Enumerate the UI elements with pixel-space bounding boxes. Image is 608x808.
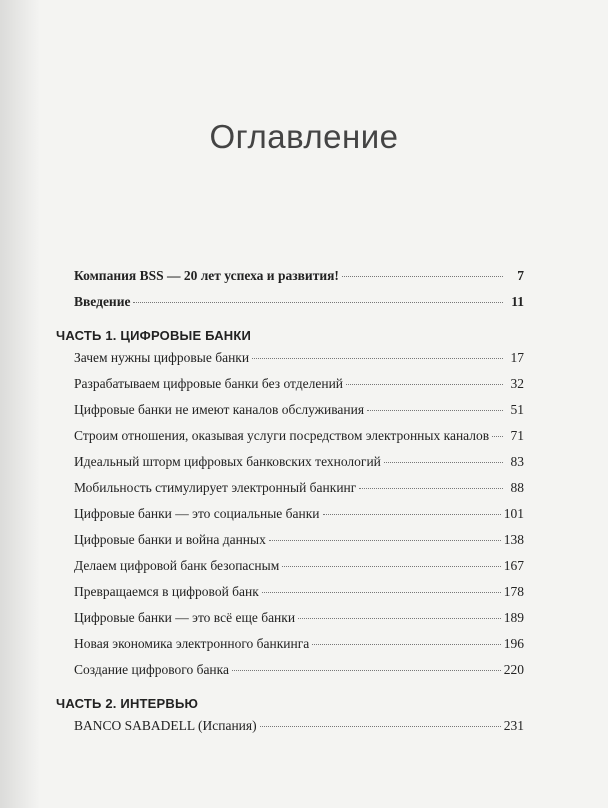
dot-leader bbox=[323, 514, 501, 515]
toc-page-number: 83 bbox=[510, 454, 524, 469]
toc-entry[interactable] bbox=[56, 584, 524, 610]
toc-entry[interactable] bbox=[56, 402, 524, 428]
dot-leader bbox=[133, 302, 503, 303]
toc-page-number: 220 bbox=[503, 662, 524, 677]
part-heading-1: ЧАСТЬ 1. ЦИФРОВЫЕ БАНКИ bbox=[56, 327, 252, 343]
toc-entry[interactable] bbox=[56, 428, 524, 454]
toc-entry-label: Компания BSS — 20 лет успеха и развития! bbox=[74, 268, 339, 283]
toc-entry-label: Цифровые банки — это всё еще банки bbox=[74, 610, 296, 625]
toc-entry-label: Цифровые банки не имеют каналов обслуживания bbox=[74, 402, 365, 417]
toc-page-number: 189 bbox=[503, 610, 524, 625]
toc-page-number: 178 bbox=[503, 584, 524, 599]
toc-entry[interactable] bbox=[56, 376, 524, 402]
part-heading-2: ЧАСТЬ 2. ИНТЕРВЬЮ bbox=[56, 695, 199, 711]
toc-entry[interactable] bbox=[56, 350, 524, 376]
toc-entry[interactable] bbox=[56, 480, 524, 506]
dot-leader bbox=[269, 540, 501, 541]
dot-leader bbox=[346, 384, 503, 385]
toc-page-number: 88 bbox=[510, 480, 524, 495]
toc-page-number: 101 bbox=[503, 506, 524, 521]
dot-leader bbox=[367, 410, 503, 411]
toc-page-number: 167 bbox=[503, 558, 524, 573]
toc-page-number: 138 bbox=[503, 532, 524, 547]
page-title: Оглавление bbox=[209, 118, 399, 155]
toc-entry[interactable] bbox=[56, 718, 524, 744]
toc-entry[interactable] bbox=[56, 506, 524, 532]
dot-leader bbox=[384, 462, 503, 463]
dot-leader bbox=[260, 726, 501, 727]
dot-leader bbox=[359, 488, 503, 489]
dot-leader bbox=[298, 618, 501, 619]
toc-entry[interactable] bbox=[56, 662, 524, 688]
toc-entry-company-bss[interactable] bbox=[56, 268, 524, 294]
dot-leader bbox=[282, 566, 501, 567]
dot-leader bbox=[492, 436, 503, 437]
toc-entry[interactable] bbox=[56, 454, 524, 480]
toc-page-number: 231 bbox=[503, 718, 524, 733]
toc-entry-label: Разрабатываем цифровые банки без отделений bbox=[74, 376, 344, 391]
toc-entry-label: BANCO SABADELL (Испания) bbox=[74, 718, 257, 733]
dot-leader bbox=[342, 276, 503, 277]
toc-entry[interactable] bbox=[56, 636, 524, 662]
toc-entry-label: Цифровые банки — это социальные банки bbox=[74, 506, 320, 521]
toc-entry-label: Введение bbox=[74, 294, 131, 309]
toc-entry-label: Строим отношения, оказывая услуги посредством электронных каналов bbox=[74, 428, 490, 443]
dot-leader bbox=[252, 358, 503, 359]
toc-page-number: 71 bbox=[510, 428, 524, 443]
toc-entry-label: Мобильность стимулирует электронный банкинг bbox=[74, 480, 357, 495]
toc-entry-label: Превращаемся в цифровой банк bbox=[74, 584, 259, 599]
toc-entry[interactable] bbox=[56, 558, 524, 584]
toc-entry-label: Создание цифрового банка bbox=[74, 662, 230, 677]
toc-page-number: 51 bbox=[510, 402, 524, 417]
table-of-contents bbox=[56, 268, 524, 744]
toc-page-number: 32 bbox=[510, 376, 524, 391]
toc-page-number: 11 bbox=[511, 294, 524, 309]
toc-entry[interactable] bbox=[56, 532, 524, 558]
dot-leader bbox=[312, 644, 500, 645]
toc-entry-label: Делаем цифровой банк безопасным bbox=[74, 558, 280, 573]
toc-page-number: 17 bbox=[510, 350, 524, 365]
toc-entry-label: Идеальный шторм цифровых банковских технологий bbox=[74, 454, 381, 469]
dot-leader bbox=[262, 592, 501, 593]
toc-page-number: 7 bbox=[517, 268, 524, 283]
toc-entry-label: Цифровые банки и война данных bbox=[74, 532, 266, 547]
toc-entry-introduction[interactable] bbox=[56, 294, 524, 320]
toc-entry[interactable] bbox=[56, 610, 524, 636]
toc-entry-label: Зачем нужны цифровые банки bbox=[74, 350, 250, 365]
dot-leader bbox=[232, 670, 501, 671]
toc-page-number: 196 bbox=[503, 636, 524, 651]
toc-entry-label: Новая экономика электронного банкинга bbox=[74, 636, 310, 651]
